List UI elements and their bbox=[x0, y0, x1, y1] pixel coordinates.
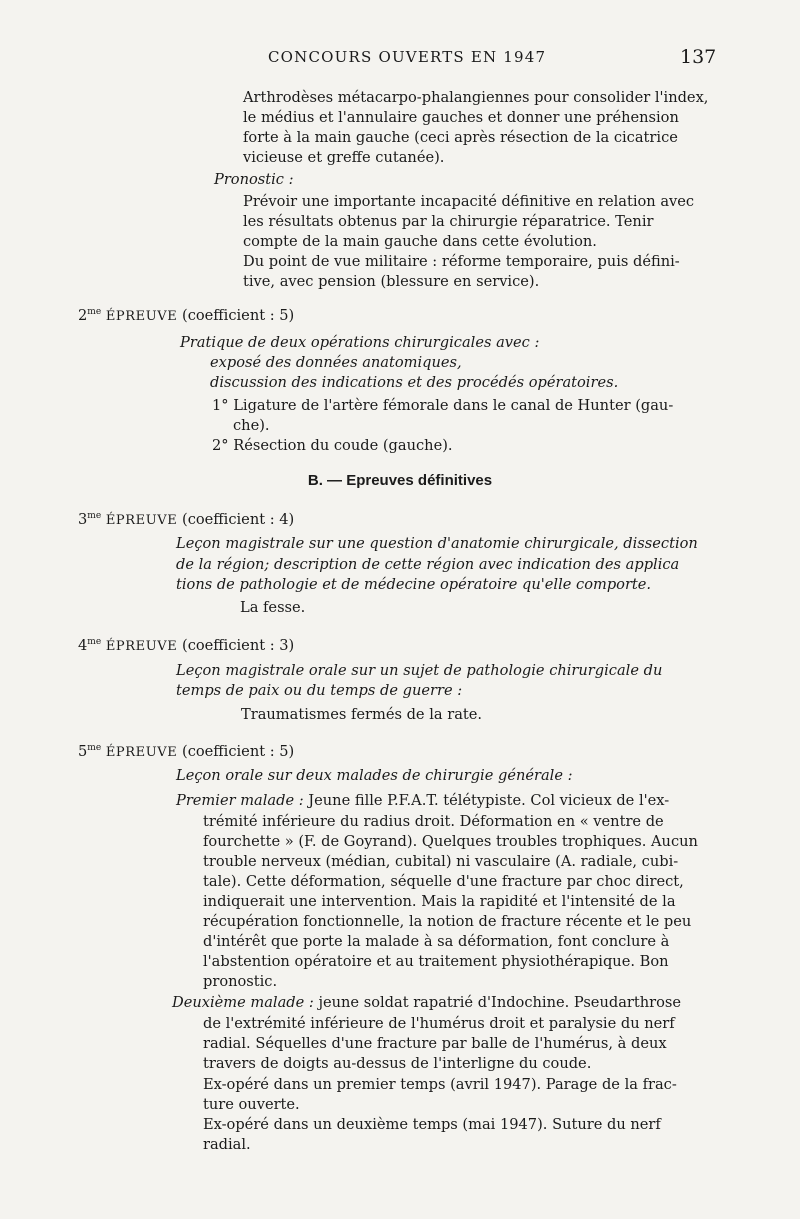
epreuve-number: 4 bbox=[78, 637, 88, 654]
malade-1-line: l'abstention opératoire et au traitement physiothérapique. Bon bbox=[203, 953, 669, 970]
epreuve-answer: Traumatismes fermés de la rate. bbox=[241, 706, 483, 723]
malade-2-line: Ex-opéré dans un deuxième temps (mai 1947). Suture du nerf bbox=[203, 1116, 661, 1133]
arthro-line: forte à la main gauche (ceci après résection de la cicatrice bbox=[243, 129, 678, 146]
epreuve-subject-line: Pratique de deux opérations chirurgicales avec : bbox=[180, 334, 540, 351]
epreuve-heading bbox=[78, 636, 294, 657]
pronostic-line: tive, avec pension (blessure en service). bbox=[243, 273, 540, 290]
operation-item: 2° Résection du coude (gauche). bbox=[212, 437, 453, 454]
malade-2-first-line bbox=[172, 993, 681, 1013]
malade-2-line: ture ouverte. bbox=[203, 1096, 300, 1113]
epreuve-subject-line: tions de pathologie et de médecine opératoire qu'elle comporte. bbox=[176, 576, 652, 593]
epreuve-coefficient: (coefficient : 5) bbox=[182, 307, 295, 324]
operation-item: 1° Ligature de l'artère fémorale dans le canal de Hunter (gau- bbox=[212, 397, 674, 414]
malade-1-line: indiquerait une intervention. Mais la rapidité et l'intensité de la bbox=[203, 893, 676, 910]
malade-1-line: trouble nerveux (médian, cubital) ni vasculaire (A. radiale, cubi- bbox=[203, 853, 679, 870]
epreuve-number-suffix: me bbox=[87, 637, 102, 648]
malade-2-line: de l'extrémité inférieure de l'humérus droit et paralysie du nerf bbox=[203, 1015, 675, 1032]
arthro-line: vicieuse et greffe cutanée). bbox=[243, 149, 445, 166]
epreuve-answer: La fesse. bbox=[240, 599, 306, 616]
malade-1-line: fourchette » (F. de Goyrand). Quelques troubles trophiques. Aucun bbox=[203, 833, 698, 850]
malade-2-line: radial. bbox=[203, 1136, 251, 1153]
pronostic-line: Du point de vue militaire : réforme temporaire, puis défini- bbox=[243, 253, 680, 270]
epreuve-number-suffix: me bbox=[87, 743, 102, 754]
epreuve-coefficient: (coefficient : 4) bbox=[182, 511, 295, 528]
malade-2-line: jeune soldat rapatrié d'Indochine. Pseudarthrose bbox=[318, 994, 682, 1011]
epreuve-label: ÉPREUVE bbox=[105, 745, 178, 760]
epreuve-coefficient: (coefficient : 5) bbox=[182, 743, 295, 760]
malade-2-line: travers de doigts au-dessus de l'interligne du coude. bbox=[203, 1055, 592, 1072]
running-title: CONCOURS OUVERTS EN 1947 bbox=[268, 48, 547, 66]
arthro-line: le médius et l'annulaire gauches et donner une préhension bbox=[243, 109, 679, 126]
malade-1-line: d'intérêt que porte la malade à sa déformation, font conclure à bbox=[203, 933, 670, 950]
pronostic-label: Pronostic : bbox=[214, 171, 294, 188]
epreuve-subject-line: exposé des données anatomiques, bbox=[210, 354, 462, 371]
pronostic-line: les résultats obtenus par la chirurgie réparatrice. Tenir bbox=[243, 213, 654, 230]
epreuve-coefficient: (coefficient : 3) bbox=[182, 637, 295, 654]
page-number: 137 bbox=[680, 46, 717, 68]
epreuve-subject-line: Leçon magistrale orale sur un sujet de pathologie chirurgicale du bbox=[176, 662, 663, 679]
malade-1-line: pronostic. bbox=[203, 973, 278, 990]
epreuve-number-suffix: me bbox=[87, 511, 102, 522]
epreuve-number: 5 bbox=[78, 743, 88, 760]
malade-1-line: trémité inférieure du radius droit. Déformation en « ventre de bbox=[203, 813, 664, 830]
epreuve-heading bbox=[78, 306, 294, 327]
malade-2-line: radial. Séquelles d'une fracture par balle de l'humérus, à deux bbox=[203, 1035, 667, 1052]
epreuve-label: ÉPREUVE bbox=[105, 513, 178, 528]
malade-1-line: Jeune fille P.F.A.T. télétypiste. Col vicieux de l'ex- bbox=[308, 792, 670, 809]
running-header bbox=[0, 48, 800, 72]
epreuve-number: 2 bbox=[78, 307, 88, 324]
malade-1-line: tale). Cette déformation, séquelle d'une fracture par choc direct, bbox=[203, 873, 684, 890]
arthro-line: Arthrodèses métacarpo-phalangiennes pour consolider l'index, bbox=[243, 89, 709, 106]
epreuve-subject-line: de la région; description de cette région avec indication des applica bbox=[176, 556, 680, 573]
pronostic-line: Prévoir une importante incapacité définitive en relation avec bbox=[243, 193, 695, 210]
epreuve-subject-line: Leçon orale sur deux malades de chirurgie générale : bbox=[176, 767, 573, 784]
malade-1-line: récupération fonctionnelle, la notion de fracture récente et le peu bbox=[203, 913, 692, 930]
malade-1-first-line bbox=[176, 791, 669, 811]
malade-1-label: Premier malade : bbox=[176, 792, 304, 809]
malade-2-label: Deuxième malade : bbox=[172, 994, 314, 1011]
malade-2-line: Ex-opéré dans un premier temps (avril 1947). Parage de la frac- bbox=[203, 1076, 677, 1093]
pronostic-line: compte de la main gauche dans cette évolution. bbox=[243, 233, 597, 250]
epreuve-heading bbox=[78, 742, 294, 763]
epreuve-heading bbox=[78, 510, 294, 531]
epreuve-number: 3 bbox=[78, 511, 88, 528]
epreuve-label: ÉPREUVE bbox=[105, 639, 178, 654]
epreuve-subject-line: discussion des indications et des procédés opératoires. bbox=[210, 374, 619, 391]
section-heading: B. — Epreuves définitives bbox=[307, 472, 493, 489]
epreuve-subject-line: Leçon magistrale sur une question d'anatomie chirurgicale, dissection bbox=[176, 535, 698, 552]
epreuve-label: ÉPREUVE bbox=[105, 309, 178, 324]
epreuve-subject-line: temps de paix ou du temps de guerre : bbox=[176, 682, 463, 699]
operation-item: che). bbox=[233, 417, 270, 434]
epreuve-number-suffix: me bbox=[87, 307, 102, 318]
